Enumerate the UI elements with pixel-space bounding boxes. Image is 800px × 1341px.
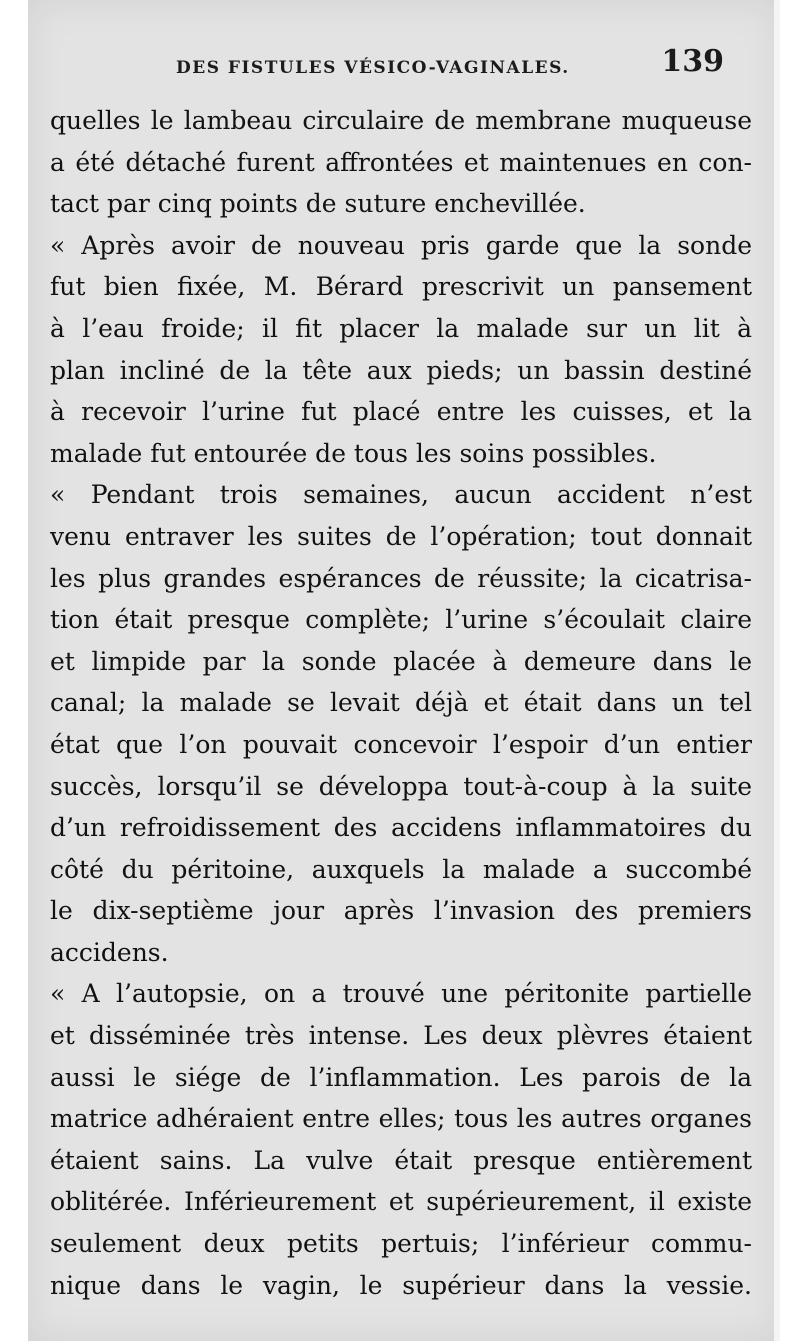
text-line: les plus grandes espérances de réussite; la cicatrisa- (50, 563, 752, 593)
text-line: tact par cinq points de suture enchevillée. (50, 189, 586, 219)
page-number: 139 (661, 44, 724, 79)
text-line: malade fut entourée de tous les soins possibles. (50, 438, 657, 468)
text-line: d’un refroidissement des accidens inflammatoires du (50, 813, 752, 843)
text-line: « Après avoir de nouveau pris garde que la sonde (50, 230, 752, 260)
body-text (50, 100, 752, 1306)
text-line: matrice adhéraient entre elles; tous les autres organes (50, 1104, 752, 1134)
text-line: a été détaché furent affrontées et maintenues en con- (50, 147, 752, 177)
page-header (28, 44, 780, 84)
text-line: côté du péritoine, auxquels la malade a succombé (50, 854, 752, 884)
text-line: à recevoir l’urine fut placé entre les cuisses, et la (50, 397, 752, 427)
text-line: état que l’on pouvait concevoir l’espoir d’un entier (50, 729, 752, 759)
text-line: aussi le siége de l’inflammation. Les parois de la (50, 1062, 752, 1092)
text-line: quelles le lambeau circulaire de membrane muqueuse (50, 106, 752, 135)
text-line: tion était presque complète; l’urine s’écoulait claire (50, 605, 752, 635)
text-line: « Pendant trois semaines, aucun accident n’est (50, 480, 752, 510)
text-line: plan incliné de la tête aux pieds; un bassin destiné (50, 355, 752, 385)
text-line: le dix-septième jour après l’invasion des premiers (50, 896, 752, 926)
text-line: et limpide par la sonde placée à demeure dans le (50, 646, 752, 676)
text-line: à l’eau froide; il fit placer la malade sur un lit à (50, 313, 752, 343)
text-line: accidens. (50, 937, 169, 967)
text-line: canal; la malade se levait déjà et était dans un tel (50, 688, 752, 718)
text-line: fut bien fixée, M. Bérard prescrivit un pansement (50, 272, 752, 302)
text-line: succès, lorsqu’il se développa tout-à-coup à la suite (50, 771, 752, 801)
book-page (28, 0, 780, 1341)
text-line: étaient sains. La vulve était presque entièrement (50, 1145, 752, 1175)
text-line: et disséminée très intense. Les deux plèvres étaient (50, 1021, 752, 1051)
text-line: nique dans le vagin, le supérieur dans la vessie. (50, 1270, 752, 1300)
running-head: DES FISTULES VÉSICO-VAGINALES. (176, 58, 570, 78)
text-line: seulement deux petits pertuis; l’inférieur commu- (50, 1229, 752, 1259)
text-line: oblitérée. Inférieurement et supérieurement, il existe (50, 1187, 752, 1217)
text-line: venu entraver les suites de l’opération; tout donnait (50, 521, 752, 551)
text-line: « A l’autopsie, on a trouvé une péritonite partielle (50, 979, 752, 1009)
